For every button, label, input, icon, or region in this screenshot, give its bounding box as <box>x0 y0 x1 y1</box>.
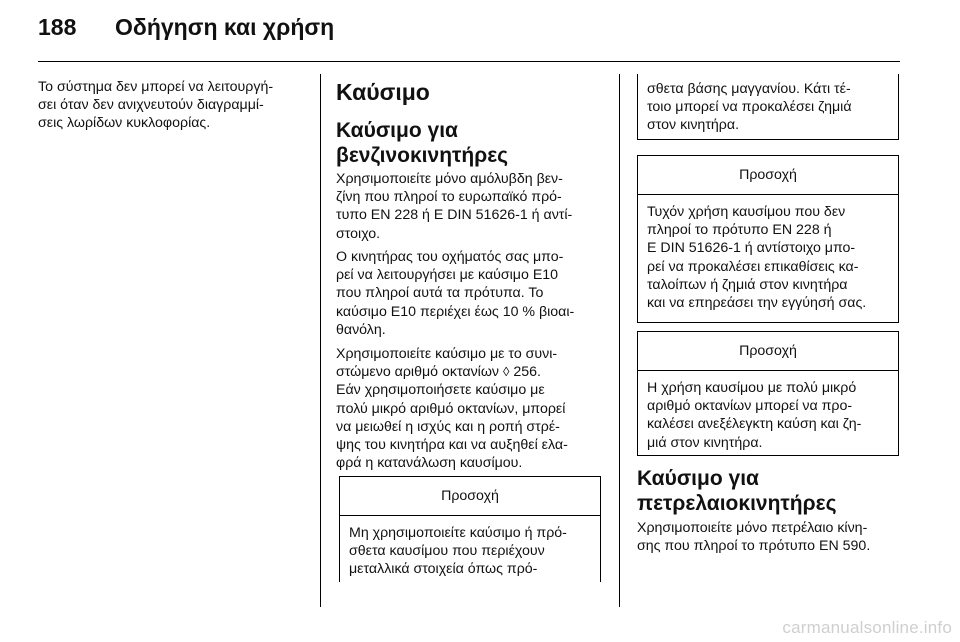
column-1-text <box>38 78 314 133</box>
text-line: πολύ μικρό αριθμό οκτανίων, μπορεί <box>336 400 566 417</box>
text-line: σης που πληροί το πρότυπο EN 590. <box>637 538 871 555</box>
text-line: σει όταν δεν ανιχνευτούν διαγραμμί- <box>38 97 264 114</box>
text-line: πληροί το πρότυπο EN 228 ή <box>647 222 832 239</box>
text-line: Εάν χρησιμοποιήσετε καύσιμο με <box>336 382 545 399</box>
caution-heading: Προσοχή <box>638 156 898 195</box>
caution-text <box>638 74 898 135</box>
text-line: να μειωθεί η ισχύς και η ροπή στρέ- <box>336 418 560 435</box>
text-line: τοιο μπορεί να προκαλέσει ζημιά <box>647 99 852 116</box>
text-line <box>336 363 568 381</box>
caution-box-continued <box>637 74 899 140</box>
paragraph-e10 <box>336 248 574 339</box>
cross-reference-page[interactable]: 256. <box>513 364 541 381</box>
text-line: μιά στον κινητήρα. <box>647 434 763 451</box>
text-line: θανόλη. <box>336 321 386 338</box>
caution-text <box>638 371 898 452</box>
section-heading: Καύσιμο <box>336 79 430 105</box>
subsection-heading-petrol <box>336 118 508 168</box>
column-divider-left <box>320 74 321 607</box>
text-line: Χρησιμοποιείτε μόνο πετρέλαιο κίνη- <box>637 520 868 536</box>
caution-box-metallic-additives <box>339 476 601 582</box>
caution-box-low-octane <box>637 331 899 456</box>
watermark: carmanualsonline.info <box>782 618 952 637</box>
text-line: ρεί να λειτουργήσει με καύσιμο E10 <box>336 267 559 284</box>
text-line: στοιχο. <box>336 225 381 242</box>
text-line: καλέσει ανεξέλεγκτη καύση και ζη- <box>647 416 862 433</box>
text-line: ψης του κινητήρα και να αυξηθεί ελα- <box>336 437 568 454</box>
page-number: 188 <box>38 14 77 40</box>
text-line: Χρησιμοποιείτε καύσιμο με το συνι- <box>336 346 558 362</box>
caution-text <box>638 195 898 312</box>
text-line: στον κινητήρα. <box>647 117 740 134</box>
caution-heading: Προσοχή <box>340 477 600 516</box>
heading-line: βενζινοκινητήρες <box>336 144 509 167</box>
text-line: τυπο EN 228 ή E DIN 51626-1 ή αντί- <box>336 207 573 224</box>
cross-reference-icon: ◊ <box>502 364 510 380</box>
text-line: σεις λωρίδων κυκλοφορίας. <box>38 115 211 132</box>
text-line: Τυχόν χρήση καυσίμου που δεν <box>647 204 846 220</box>
text-fragment: στώμενο αριθμό οκτανίων <box>336 364 499 381</box>
text-line: Μη χρησιμοποιείτε καύσιμο ή πρό- <box>349 525 567 541</box>
paragraph-diesel <box>637 519 870 555</box>
page-title: Οδήγηση και χρήση <box>115 14 335 40</box>
text-line: E DIN 51626-1 ή αντίστοιχο μπο- <box>647 240 856 257</box>
caution-text <box>340 516 600 579</box>
column-divider-right <box>619 74 620 607</box>
text-line: Ο κινητήρας του οχήματός σας μπο- <box>336 249 564 265</box>
heading-line: Καύσιμο για <box>336 119 458 142</box>
text-line: Το σύστημα δεν μπορεί να λειτουργή- <box>38 79 274 95</box>
heading-line: Καύσιμο για <box>637 467 759 490</box>
heading-line: πετρελαιοκινητήρες <box>637 492 837 515</box>
caution-box-standard <box>637 155 899 323</box>
text-line: αριθμό οκτανίων μπορεί να προ- <box>647 398 853 415</box>
text-line: Χρησιμοποιείτε μόνο αμόλυβδη βεν- <box>336 171 563 187</box>
text-line: και να επηρεάσει την εγγύησή σας. <box>647 295 867 312</box>
text-line: σθετα βάσης μαγγανίου. Κάτι τέ- <box>647 81 851 97</box>
text-line: καύσιμο E10 περιέχει έως 10 % βιοαι- <box>336 303 575 320</box>
text-line: ταλοίπων ή ζημιά στον κινητήρα <box>647 276 848 293</box>
caution-heading: Προσοχή <box>638 332 898 371</box>
text-line: σθετα καυσίμου που περιέχουν <box>349 543 545 560</box>
text-line: μεταλλικά στοιχεία όπως πρό- <box>349 561 538 578</box>
subsection-heading-diesel <box>637 466 837 516</box>
paragraph-unleaded <box>336 170 572 243</box>
paragraph-octane <box>336 345 568 472</box>
text-line: που πληροί αυτά τα πρότυπα. Το <box>336 285 544 302</box>
text-line: φρά η κατανάλωση καυσίμου. <box>336 455 523 472</box>
text-line: Η χρήση καυσίμου με πολύ μικρό <box>647 380 857 396</box>
text-line: ζίνη που πληροί το ευρωπαϊκό πρό- <box>336 189 562 206</box>
text-line: ρεί να προκαλέσει επικαθίσεις κα- <box>647 258 859 275</box>
header-rule <box>38 61 900 62</box>
